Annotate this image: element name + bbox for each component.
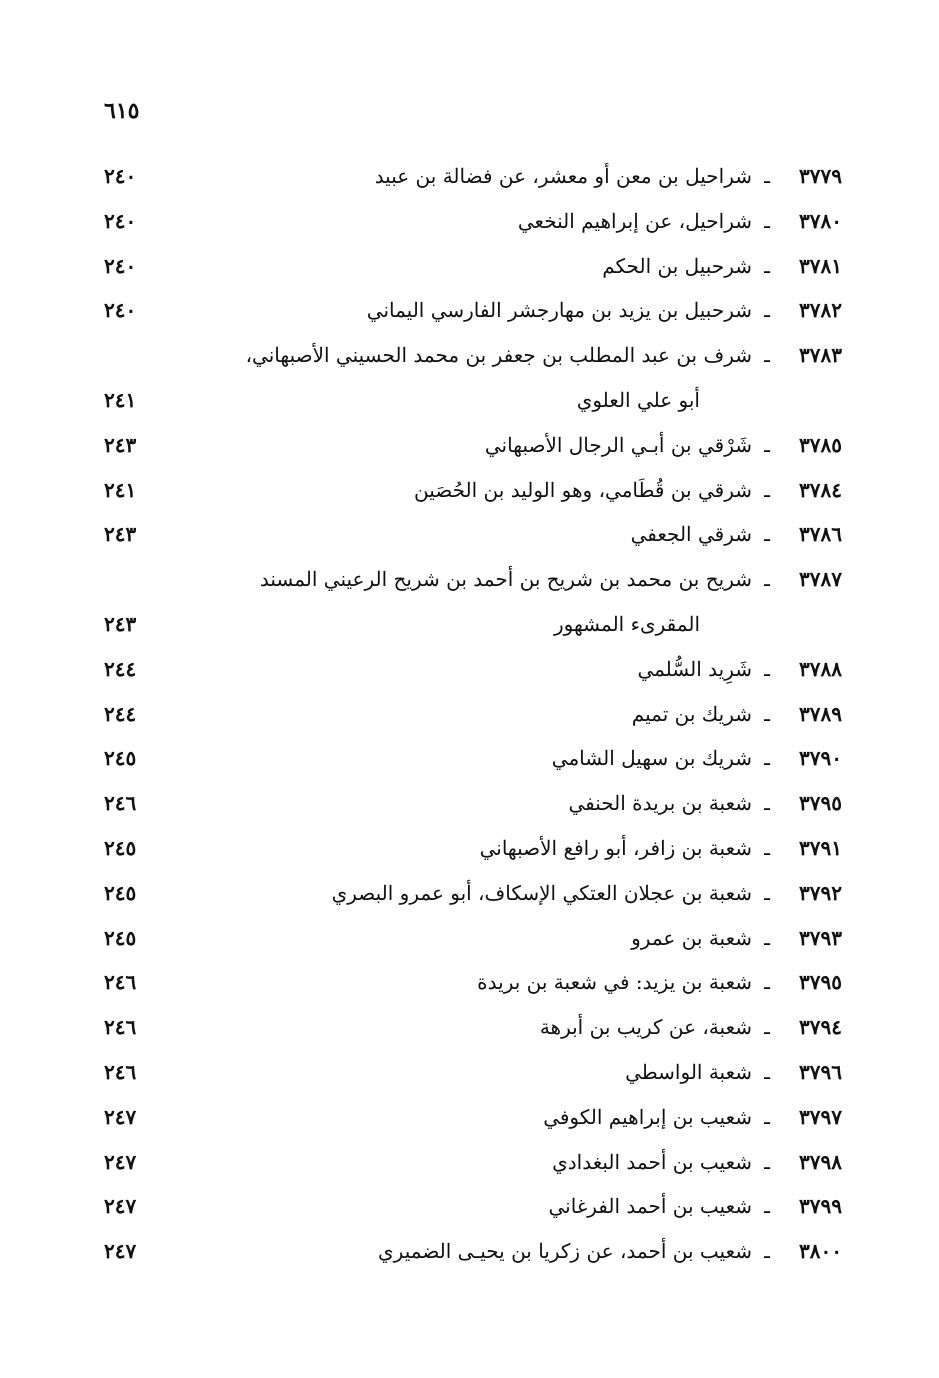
entry-number: ٣٧٩٠ <box>799 746 842 771</box>
entry-dash: ـ <box>764 835 770 860</box>
entry-name: شراحيل بن معن أو معشر، عن فضالة بن عبيد <box>374 164 752 188</box>
entry-name: شعبة بن يزيد: في شعبة بن بريدة <box>477 970 752 995</box>
entry-name: شعبة بن بريدة الحنفي <box>568 791 752 816</box>
index-entry <box>104 557 842 602</box>
entry-page-ref: ٢٤٦ <box>104 791 137 816</box>
entry-number: ٣٧٩٦ <box>799 1059 842 1084</box>
entry-page-ref: ٢٤٦ <box>104 1015 137 1040</box>
entry-name: شعبة الواسطي <box>625 1059 752 1084</box>
index-entry <box>104 916 842 961</box>
entry-page-ref: ٢٤٦ <box>104 1059 137 1084</box>
entry-number: ٣٧٨٠ <box>799 208 842 233</box>
index-entry <box>104 468 842 513</box>
entry-number: ٣٧٩٤ <box>799 1015 842 1040</box>
entry-dash: ـ <box>764 746 770 771</box>
index-entry <box>104 1140 842 1185</box>
index-entry <box>104 647 842 692</box>
index-entry <box>104 1184 842 1229</box>
entry-number: ٣٧٨٢ <box>799 298 842 323</box>
entry-dash: ـ <box>764 1015 770 1040</box>
index-entry <box>104 288 842 333</box>
entry-page-ref: ٢٤٥ <box>104 746 137 771</box>
index-entry <box>104 1050 842 1095</box>
entry-page-ref: ٢٤٠ <box>104 164 137 188</box>
entry-page-ref: ٢٤٥ <box>104 880 137 905</box>
entry-page-ref: ٢٤٥ <box>104 925 137 950</box>
entry-number: ٣٧٩٣ <box>799 925 842 950</box>
entry-name: شعبة بن زافر، أبو رافع الأصبهاني <box>479 835 752 860</box>
entry-dash: ـ <box>764 208 770 233</box>
entry-page-ref: ٢٤٤ <box>104 656 137 681</box>
entry-dash: ـ <box>764 880 770 905</box>
entry-page-ref: ٢٤٧ <box>104 1104 137 1129</box>
index-entry <box>104 871 842 916</box>
entry-dash: ـ <box>764 432 770 457</box>
entry-name: شعيب بن أحمد الفرغاني <box>548 1194 752 1219</box>
entry-dash: ـ <box>764 1104 770 1129</box>
entry-name-continuation: أبو علي العلوي <box>576 387 700 412</box>
entry-page-ref: ٢٤٧ <box>104 1194 137 1219</box>
entry-dash: ـ <box>764 1149 770 1174</box>
entry-name: شرحبيل بن يزيد بن مهارجشر الفارسي اليماني <box>366 298 752 323</box>
index-entry <box>104 512 842 557</box>
entry-name: شَرِيد السُّلمي <box>637 656 752 681</box>
entry-name: شرف بن عبد المطلب بن جعفر بن محمد الحسيني الأصبهاني، <box>245 343 752 368</box>
entry-page-ref: ٢٤٣ <box>104 522 137 547</box>
index-entry <box>104 826 842 871</box>
entry-page-ref: ٢٤١ <box>104 387 137 412</box>
entry-name: شعيب بن أحمد البغدادي <box>552 1149 752 1174</box>
entry-number: ٣٧٩٥ <box>799 791 842 816</box>
entry-dash: ـ <box>764 925 770 950</box>
entry-number: ٣٧٧٩ <box>799 164 842 188</box>
entry-name: شريح بن محمد بن شريح بن أحمد بن شريح الرعيني المسند <box>259 567 752 592</box>
index-entry <box>104 244 842 289</box>
entry-name: شعيب بن أحمد، عن زكريا بن يحيـى الضميري <box>378 1239 752 1264</box>
index-list <box>104 154 842 1274</box>
entry-name: شرحبيل بن الحكم <box>602 253 752 278</box>
entry-name-continuation: المقرىء المشهور <box>553 611 700 636</box>
entry-page-ref: ٢٤٣ <box>104 611 137 636</box>
entry-number: ٣٧٨٧ <box>799 567 842 592</box>
entry-page-ref: ٢٤١ <box>104 477 137 502</box>
entry-page-ref: ٢٤٠ <box>104 298 137 323</box>
entry-dash: ـ <box>764 1239 770 1264</box>
entry-page-ref: ٢٤٧ <box>104 1239 137 1264</box>
index-entry <box>104 199 842 244</box>
entry-dash: ـ <box>764 791 770 816</box>
entry-number: ٣٧٩٢ <box>799 880 842 905</box>
entry-name: شرقي بن قُطَامي، وهو الوليد بن الحُصَين <box>414 477 752 502</box>
entry-name: شعيب بن إبراهيم الكوفي <box>543 1104 752 1129</box>
index-entry <box>104 333 842 378</box>
entry-name: شريك بن تميم <box>631 701 752 726</box>
index-entry <box>104 781 842 826</box>
entry-name: شعبة بن عجلان العتكي الإسكاف، أبو عمرو البصري <box>331 880 752 905</box>
entry-number: ٣٧٩٧ <box>799 1104 842 1129</box>
entry-page-ref: ٢٤٠ <box>104 208 137 233</box>
entry-number: ٣٨٠٠ <box>799 1239 842 1264</box>
entry-name: شرقي الجعفي <box>630 522 752 547</box>
entry-dash: ـ <box>764 1194 770 1219</box>
index-entry <box>104 423 842 468</box>
entry-dash: ـ <box>764 343 770 368</box>
entry-dash: ـ <box>764 477 770 502</box>
index-entry <box>104 960 842 1005</box>
entry-page-ref: ٢٤٧ <box>104 1149 137 1174</box>
entry-name: شراحيل، عن إبراهيم النخعي <box>517 208 752 233</box>
entry-number: ٣٧٨٤ <box>799 477 842 502</box>
index-entry <box>104 1095 842 1140</box>
entry-page-ref: ٢٤٠ <box>104 253 137 278</box>
entry-page-ref: ٢٤٣ <box>104 432 137 457</box>
entry-number: ٣٧٨٩ <box>799 701 842 726</box>
entry-dash: ـ <box>764 164 770 188</box>
entry-number: ٣٧٨٨ <box>799 656 842 681</box>
entry-name: شريك بن سهيل الشامي <box>551 746 752 771</box>
entry-dash: ـ <box>764 1059 770 1084</box>
entry-number: ٣٧٩٩ <box>799 1194 842 1219</box>
index-entry <box>104 1229 842 1274</box>
entry-page-ref: ٢٤٤ <box>104 701 137 726</box>
entry-dash: ـ <box>764 253 770 278</box>
entry-number: ٣٧٨٣ <box>799 343 842 368</box>
entry-number: ٣٧٩٥ <box>799 970 842 995</box>
index-entry <box>104 154 842 199</box>
entry-dash: ـ <box>764 970 770 995</box>
index-entry-continuation <box>104 378 842 423</box>
index-entry-continuation <box>104 602 842 647</box>
entry-number: ٣٧٨٦ <box>799 522 842 547</box>
index-entry <box>104 692 842 737</box>
entry-page-ref: ٢٤٦ <box>104 970 137 995</box>
entry-dash: ـ <box>764 656 770 681</box>
index-entry <box>104 736 842 781</box>
entry-number: ٣٧٩١ <box>799 835 842 860</box>
entry-name: شعبة بن عمرو <box>631 925 752 950</box>
entry-name: شعبة، عن كريب بن أبرهة <box>539 1015 752 1040</box>
entry-number: ٣٧٨٥ <box>799 432 842 457</box>
entry-number: ٣٧٩٨ <box>799 1149 842 1174</box>
entry-dash: ـ <box>764 522 770 547</box>
entry-name: شَرْقي بن أبـي الرجال الأصبهاني <box>484 432 752 457</box>
entry-page-ref: ٢٤٥ <box>104 835 137 860</box>
entry-number: ٣٧٨١ <box>799 253 842 278</box>
entry-dash: ـ <box>764 298 770 323</box>
entry-dash: ـ <box>764 567 770 592</box>
index-entry <box>104 1005 842 1050</box>
entry-dash: ـ <box>764 701 770 726</box>
page-number: ٦١٥ <box>104 98 140 124</box>
